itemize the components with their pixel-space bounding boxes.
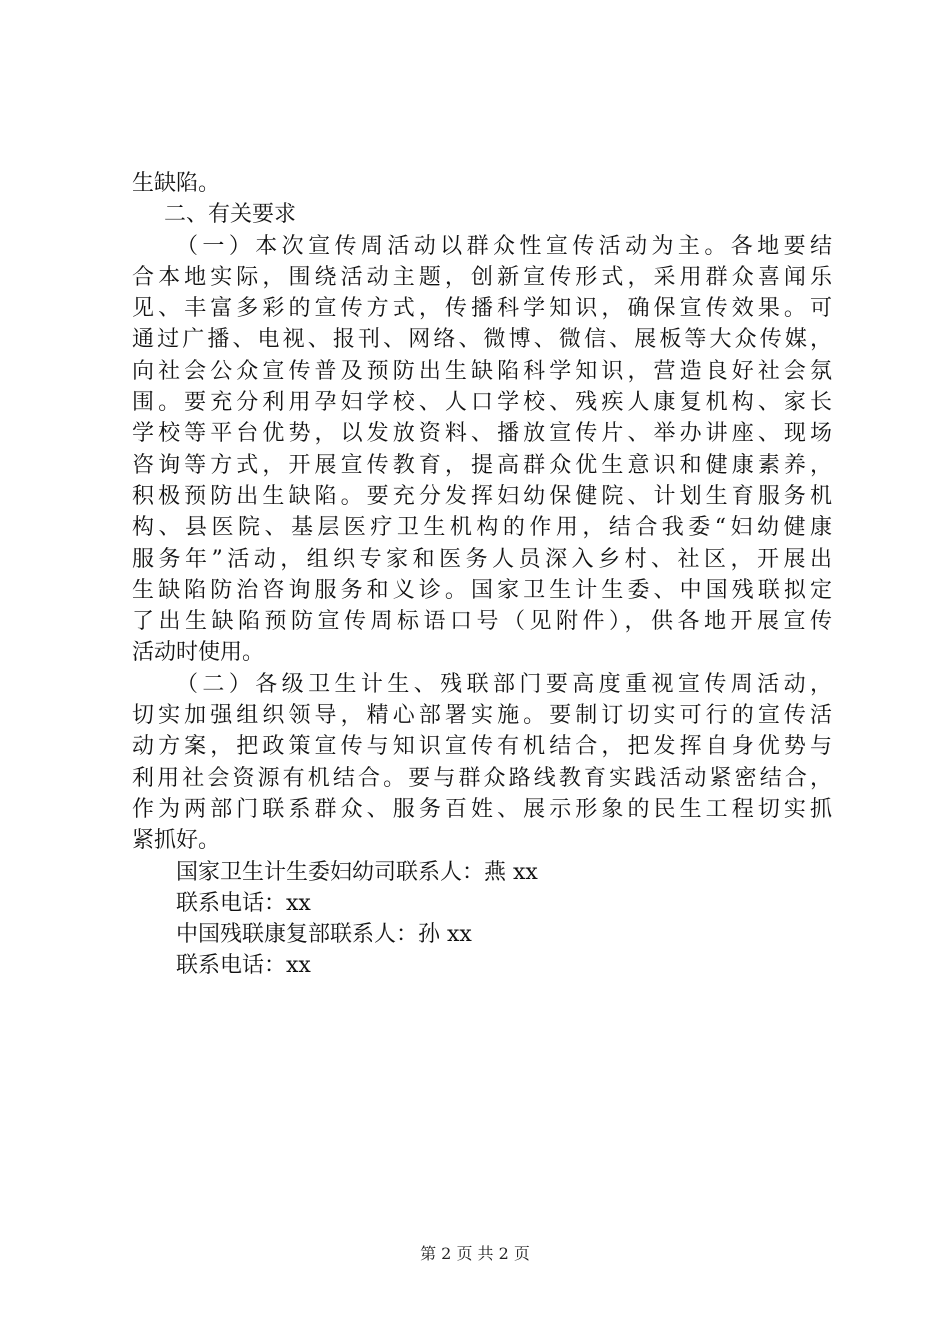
contact-line-maternal-child-dept: 国家卫生计生委妇幼司联系人：燕 xx: [176, 859, 538, 885]
paragraph-line: 切实加强组织领导，精心部署实施。要制订切实可行的宣传活: [132, 703, 832, 729]
document-body: [132, 168, 832, 982]
paragraph-line: 向社会公众宣传普及预防出生缺陷科学知识，营造良好社会氛: [132, 358, 832, 384]
paragraph-line: （一）本次宣传周活动以群众性宣传活动为主。各地要结: [176, 233, 832, 259]
paragraph-line: 动方案，把政策宣传与知识宣传有机结合，把发挥自身优势与: [132, 734, 832, 760]
paragraph-1: [132, 231, 832, 669]
contact-phone-line: 联系电话：xx: [176, 890, 311, 916]
contact-block: [132, 857, 832, 982]
paragraph-line: 紧抓好。: [132, 828, 221, 854]
paragraph-line: 生缺陷防治咨询服务和义诊。国家卫生计生委、中国残联拟定: [132, 577, 832, 603]
paragraph-line: 活动时使用。: [132, 640, 265, 666]
paragraph-line: 学校等平台优势，以发放资料、播放宣传片、举办讲座、现场: [132, 421, 832, 447]
intro-tail-line: 生缺陷。: [132, 171, 221, 196]
paragraph-line: （二）各级卫生计生、残联部门要高度重视宣传周活动，: [176, 671, 832, 697]
paragraph-2: [132, 669, 832, 857]
paragraph-line: 积极预防出生缺陷。要充分发挥妇幼保健院、计划生育服务机: [132, 483, 832, 509]
paragraph-line: 构、县医院、基层医疗卫生机构的作用，结合我委“妇幼健康: [132, 515, 832, 541]
paragraph-line: 见、丰富多彩的宣传方式，传播科学知识，确保宣传效果。可: [132, 296, 832, 322]
paragraph-line: 围。要充分利用孕妇学校、人口学校、残疾人康复机构、家长: [132, 390, 832, 416]
paragraph-line: 合本地实际，围绕活动主题，创新宣传形式，采用群众喜闻乐: [132, 264, 832, 290]
page-footer: 第 2 页 共 2 页: [420, 1244, 530, 1263]
paragraph-line: 作为两部门联系群众、服务百姓、展示形象的民生工程切实抓: [132, 796, 832, 822]
paragraph-line: 咨询等方式，开展宣传教育，提高群众优生意识和健康素养，: [132, 452, 832, 478]
paragraph-line: 服务年”活动，组织专家和医务人员深入乡村、社区，开展出: [132, 546, 832, 572]
section-heading: 二、有关要求: [164, 202, 297, 228]
paragraph-line: 利用社会资源有机结合。要与群众路线教育实践活动紧密结合，: [132, 765, 832, 791]
paragraph-line: 了出生缺陷预防宣传周标语口号（见附件），供各地开展宣传: [132, 609, 832, 635]
contact-line-rehab-dept: 中国残联康复部联系人：孙 xx: [176, 922, 472, 948]
paragraph-line: 通过广播、电视、报刊、网络、微博、微信、展板等大众传媒，: [132, 327, 832, 353]
contact-phone-line: 联系电话：xx: [176, 953, 311, 979]
